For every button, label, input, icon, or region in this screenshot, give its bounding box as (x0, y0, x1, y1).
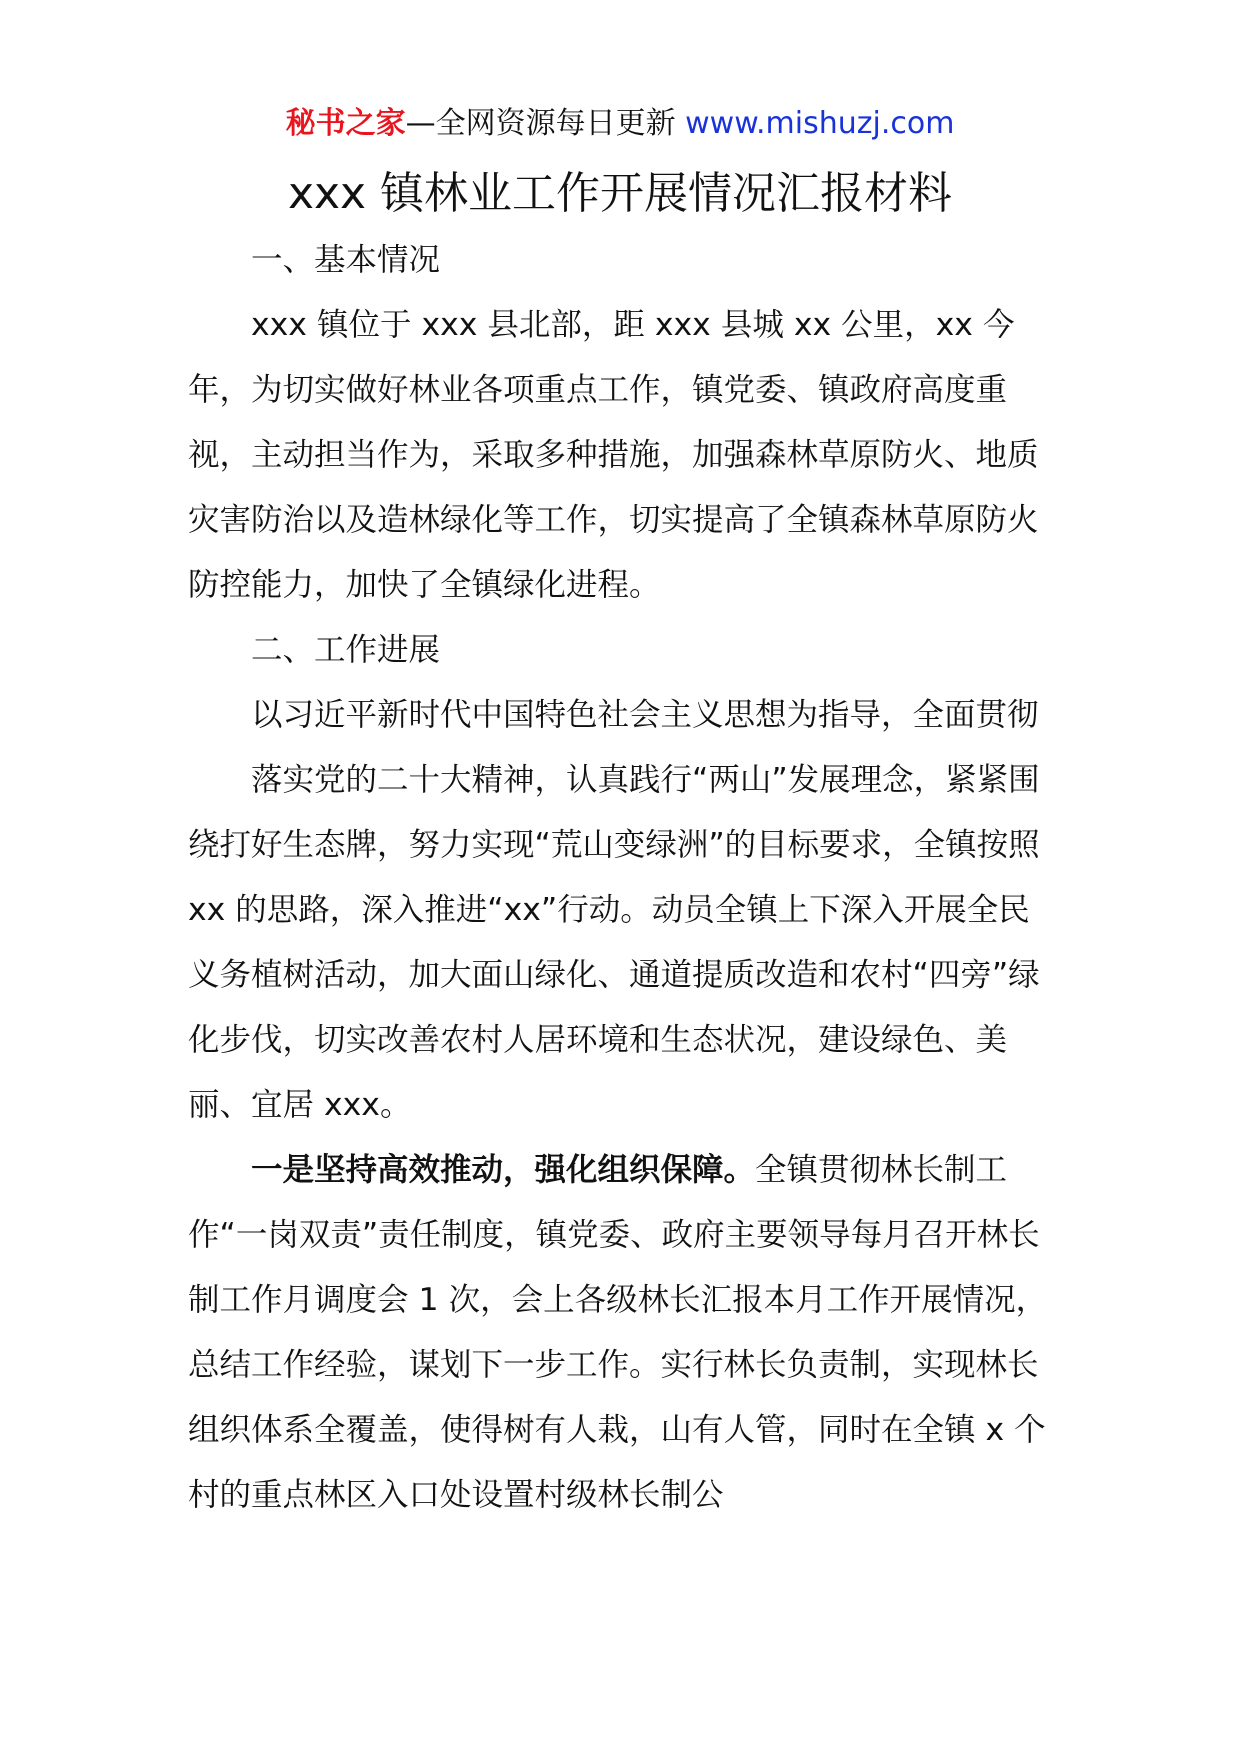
section-heading-basic: 一、基本情况 (251, 242, 441, 278)
section-heading-progress: 二、工作进展 (251, 632, 441, 668)
paragraph-organization-text: 全镇贯彻林长制工作“一岗双责”责任制度，镇党委、政府主要领导每月召开林长制工作月调度会 1 次，会上各级林长汇报本月工作开展情况，总结工作经验，谋划下一步工作。实行林长负责制，实现林长组织体系全覆盖，使得树有人栽，山有人管，同时在全镇 x 个村的重点林区入口处设置村级林长制公 (188, 1152, 1048, 1513)
paragraph-implementation: 落实党的二十大精神，认真践行“两山”发展理念，紧紧围绕打好生态牌，努力实现“荒山变绿洲”的目标要求，全镇按照 xx 的思路，深入推进“xx”行动。动员全镇上下深入开展全民义务植树活动，加大面山绿化、通道提质改造和农村“四旁”绿化步伐，切实改善农村人居环境和生态状况，建设绿色、美丽、宜居 xxx。 (188, 762, 1040, 1123)
document-body (188, 228, 1058, 1528)
document-title: xxx 镇林业工作开展情况汇报材料 (287, 168, 953, 219)
header-tagline: —全网资源每日更新 (405, 106, 676, 141)
site-link[interactable]: www.mishuzj.com (685, 106, 955, 141)
paragraph-guidance: 以习近平新时代中国特色社会主义思想为指导，全面贯彻 (251, 697, 1039, 733)
paragraph-basic-info: xxx 镇位于 xxx 县北部，距 xxx 县城 xx 公里，xx 今年，为切实做好林业各项重点工作，镇党委、镇政府高度重视，主动担当作为，采取多种措施，加强森林草原防火、地质灾害防治以及造林绿化等工作，切实提高了全镇森林草原防火防控能力，加快了全镇绿化进程。 (188, 307, 1039, 603)
paragraph-lead: 一是坚持高效推动，强化组织保障。 (251, 1152, 756, 1188)
brand-name: 秘书之家 (285, 106, 406, 141)
site-header (0, 102, 1240, 146)
paragraph-organization (188, 1138, 1058, 1528)
